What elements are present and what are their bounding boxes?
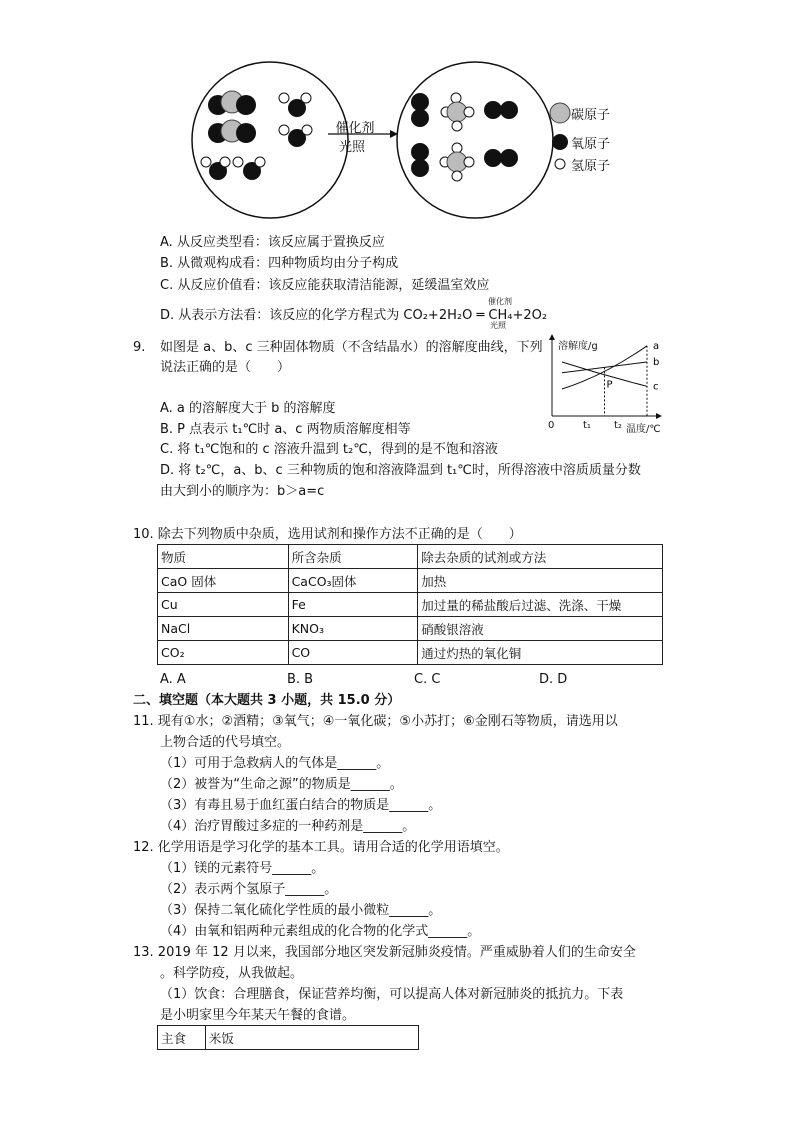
q13-item-1b: 是小明家里今年某天午餐的食谱。: [160, 1008, 356, 1023]
q13-menu-table: [157, 1025, 419, 1050]
q9-stem-2: 说法正确的是（ ）: [160, 360, 291, 375]
q10-option-c: C. C: [414, 672, 441, 687]
q11-item-3: （3）有毒且易于血红蛋白结合的物质是______。: [160, 798, 442, 813]
q9-option-a: A. a 的溶解度大于 b 的溶解度: [160, 401, 336, 416]
q11-stem-2: 上物合适的代号填空。: [160, 735, 291, 750]
q11-item-1: （1）可用于急救病人的气体是______。: [160, 756, 390, 771]
chart-t1-label: t₁: [583, 420, 591, 431]
oxygen-atom: [411, 109, 429, 127]
q11-item-2: （2）被誉为“生命之源”的物质是______。: [160, 777, 403, 792]
table-row: [158, 569, 663, 593]
section-2-heading: 二、填空题（本大题共 3 小题，共 15.0 分）: [133, 693, 401, 708]
table-cell: 米饭: [205, 1026, 418, 1050]
q13-item-1a: （1）饮食：合理膳食，保证营养均衡，可以提高人体对新冠肺炎的抵抗力。下表: [160, 987, 624, 1002]
q12-item-4: （4）由氧和铝两种元素组成的化合物的化学式______。: [160, 924, 481, 939]
hydrogen-atom: [220, 157, 230, 167]
light-label: 光照: [338, 140, 365, 155]
table-cell: KNO₃: [288, 617, 418, 641]
table-header-cell: 除去杂质的试剂或方法: [418, 545, 663, 569]
hydrogen-atom: [451, 93, 461, 103]
table-header-row: [158, 545, 663, 569]
legend-carbon-swatch: [550, 103, 570, 123]
chart-xlabel: 温度/℃: [626, 424, 661, 435]
q8-option-b: B. 从微观构成看：四种物质均由分子构成: [160, 256, 399, 271]
oxygen-atom: [236, 95, 256, 115]
legend-oxygen-swatch: [552, 134, 568, 150]
table-cell: CaO 固体: [158, 569, 289, 593]
curve-label-c: c: [653, 381, 659, 393]
table-cell: 加热: [418, 569, 663, 593]
oxygen-atom: [411, 93, 429, 111]
hydrogen-atom: [452, 121, 462, 131]
q10-table: [157, 544, 663, 665]
oxygen-atom: [500, 149, 518, 167]
eq-catalyst-label: 催化剂: [488, 297, 512, 306]
table-cell: Fe: [288, 593, 418, 617]
x-axis-arrow: [656, 413, 662, 419]
product-circle: [397, 62, 553, 218]
legend-oxygen-label: 氧原子: [571, 137, 611, 152]
curve-c: [562, 362, 647, 386]
oxygen-atom: [236, 123, 256, 143]
oxygen-atom: [484, 101, 502, 119]
table-cell: NaCl: [158, 617, 289, 641]
q8-option-d: D. 从表示方法看：该反应的化学方程式为 CO₂+2H₂O ═ CH₄+2O₂: [160, 308, 548, 323]
q10-option-b: B. B: [287, 672, 314, 687]
q9-stem-1: 如图是 a、b、c 三种固体物质（不含结晶水）的溶解度曲线，下列: [160, 340, 543, 355]
hydrogen-atom: [255, 157, 265, 167]
table-header-cell: 所含杂质: [288, 545, 418, 569]
table-cell: CO: [288, 641, 418, 665]
q13-stem-1: 13. 2019 年 12 月以来，我国部分地区突发新冠肺炎疫情。严重威胁着人们的生命安全: [133, 945, 636, 960]
q10-option-a: A. A: [160, 672, 186, 687]
legend-hydrogen-swatch: [555, 159, 565, 169]
curve-label-a: a: [653, 340, 660, 352]
oxygen-atom: [411, 143, 429, 161]
chart-t2-label: t₂: [614, 420, 622, 431]
q10-stem: 10. 除去下列物质中杂质，选用试剂和操作方法不正确的是（ ）: [133, 527, 522, 542]
legend-carbon-label: 碳原子: [571, 108, 611, 123]
q8-option-c: C. 从反应价值看：该反应能获取清洁能源，延缓温室效应: [160, 278, 490, 293]
hydrogen-atom: [464, 107, 474, 117]
table-row: [158, 1026, 419, 1050]
eq-light-label: 光照: [490, 321, 506, 330]
hydrogen-atom: [279, 93, 289, 103]
hydrogen-atom: [201, 157, 211, 167]
table-cell: CO₂: [158, 641, 289, 665]
oxygen-atom: [411, 159, 429, 177]
q11-item-4: （4）治疗胃酸过多症的一种药剂是______。: [160, 819, 416, 834]
q9-option-d-cont: 由大到小的顺序为：b＞a=c: [160, 484, 325, 499]
q12-item-2: （2）表示两个氢原子______。: [160, 882, 338, 897]
q12-item-3: （3）保持二氧化硫化学性质的最小微粒______。: [160, 903, 442, 918]
hydrogen-atom: [301, 93, 311, 103]
curve-label-b: b: [653, 357, 660, 368]
q10-option-d: D. D: [539, 672, 568, 687]
table-cell: 加过量的稀盐酸后过滤、洗涤、干燥: [418, 593, 663, 617]
hydrogen-atom: [464, 157, 474, 167]
table-cell: 主食: [158, 1026, 206, 1050]
catalyst-label: 催化剂: [335, 121, 375, 136]
chart-origin: 0: [548, 420, 555, 431]
hydrogen-atom: [279, 125, 289, 135]
table-row: [158, 593, 663, 617]
oxygen-atom: [500, 101, 518, 119]
q9-option-d: D. 将 t₂℃，a、b、c 三种物质的饱和溶液降温到 t₁℃时，所得溶液中溶质质量分数: [160, 463, 641, 478]
y-axis-arrow: [549, 334, 555, 340]
chart-ylabel: 溶解度/g: [558, 341, 598, 352]
hydrogen-atom: [233, 157, 243, 167]
table-row: [158, 617, 663, 641]
q9-option-c: C. 将 t₁℃饱和的 c 溶液升温到 t₂℃，得到的是不饱和溶液: [160, 442, 498, 457]
q11-stem-1: 11. 现有①水；②酒精；③氧气；④一氧化碳；⑤小苏打；⑥金刚石等物质，请选用以: [133, 714, 618, 729]
table-cell: 通过灼热的氧化铜: [418, 641, 663, 665]
point-p-label: P: [606, 379, 613, 391]
table-cell: 硝酸银溶液: [418, 617, 663, 641]
table-cell: Cu: [158, 593, 289, 617]
q9-number: 9.: [133, 340, 146, 355]
q8-option-a: A. 从反应类型看：该反应属于置换反应: [160, 235, 385, 250]
legend-hydrogen-label: 氢原子: [571, 159, 611, 174]
hydrogen-atom: [302, 125, 312, 135]
table-row: [158, 641, 663, 665]
q12-stem: 12. 化学用语是学习化学的基本工具。请用合适的化学用语填空。: [133, 840, 509, 855]
table-header-cell: 物质: [158, 545, 289, 569]
q12-item-1: （1）镁的元素符号______。: [160, 861, 325, 876]
table-cell: CaCO₃固体: [288, 569, 418, 593]
q13-stem-2: 。科学防疫，从我做起。: [160, 966, 304, 981]
hydrogen-atom: [452, 171, 462, 181]
q9-option-b: B. P 点表示 t₁℃时 a、c 两物质溶解度相等: [160, 422, 411, 437]
oxygen-atom: [484, 149, 502, 167]
